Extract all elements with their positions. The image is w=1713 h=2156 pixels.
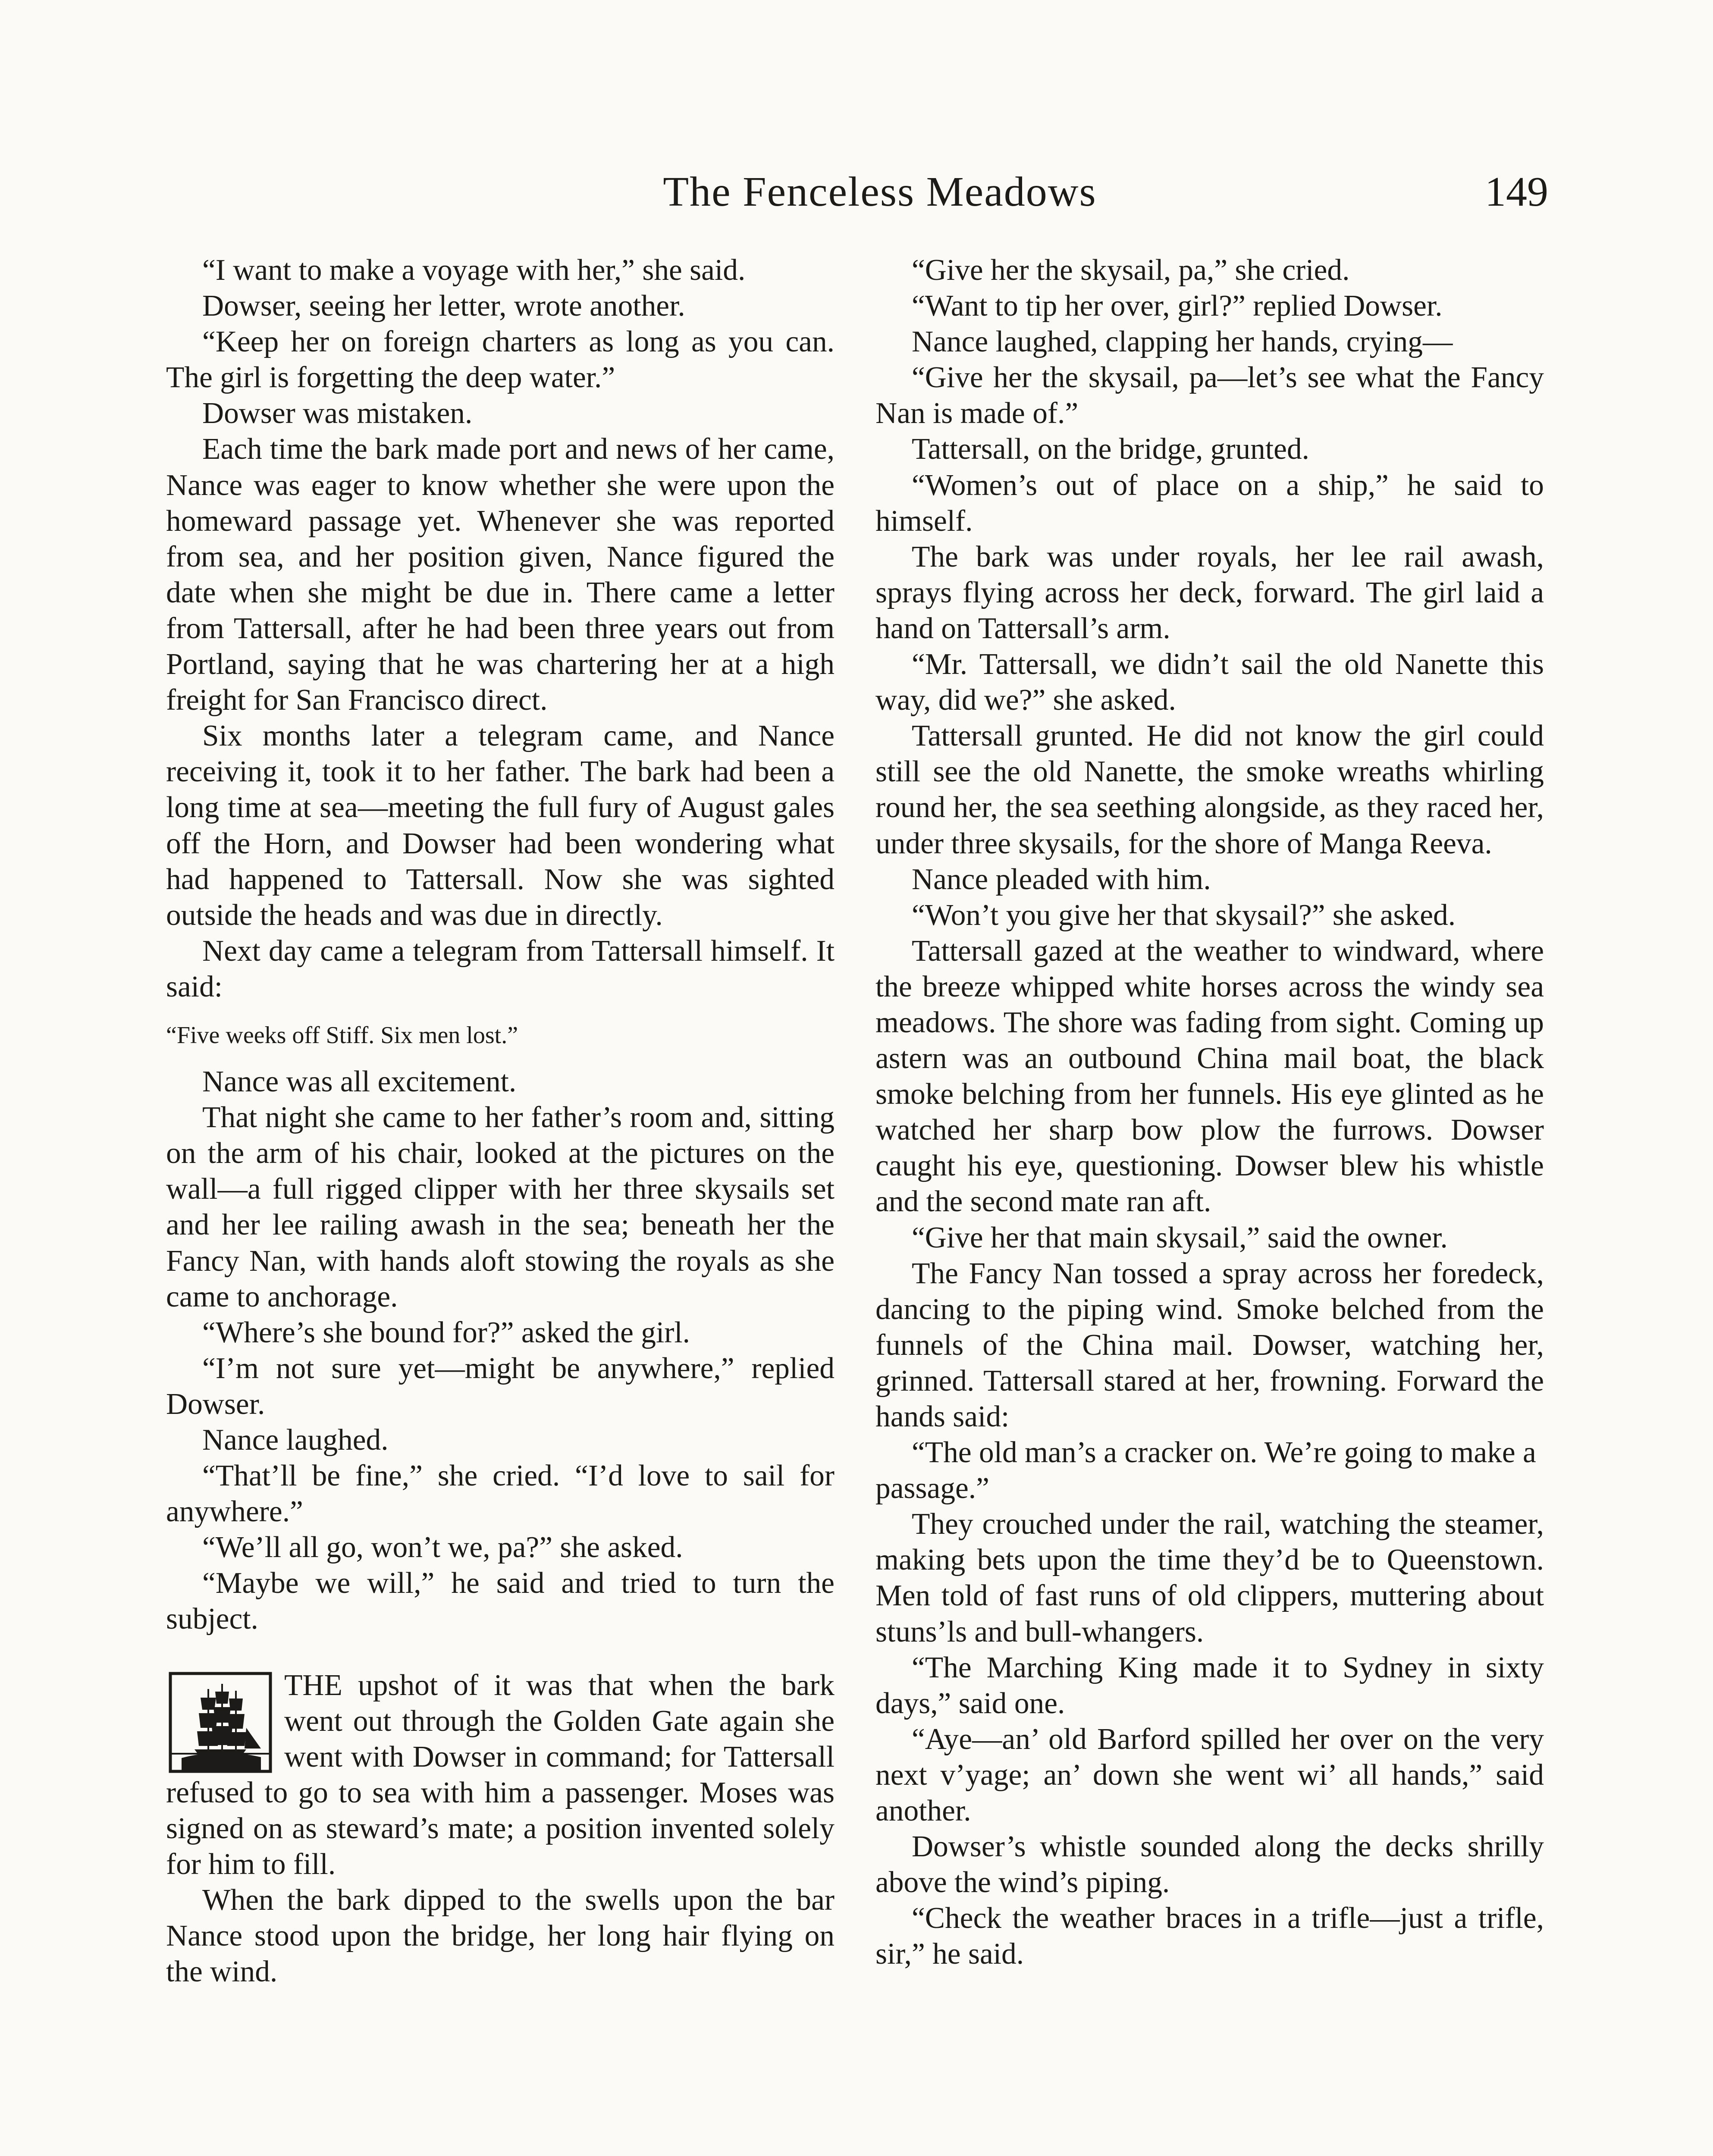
paragraph: “Where’s she bound for?” asked the girl. xyxy=(202,1316,690,1349)
paragraph: Next day came a telegram from Tattersall himself. It said: xyxy=(166,934,835,1003)
paragraph: Tattersall grunted. He did not know the girl could still see the old Nanette, the smoke wreaths whirling round her, the sea seething alongside, as they raced her, under three skysails, for the shore of Manga Reeva. xyxy=(875,719,1544,860)
paragraph: Dowser, seeing her letter, wrote another. xyxy=(202,289,685,323)
paragraph: “Want to tip her over, girl?” replied Dowser. xyxy=(912,289,1443,323)
paragraph: The Fancy Nan tossed a spray across her foredeck, dancing to the piping wind. Smoke belched from the funnels of the China mail. Dowser, watching her, grinned. Tattersall stared at her, frowning. Forward the hands said: xyxy=(875,1257,1544,1433)
running-title: The Fenceless Meadows xyxy=(663,169,1097,215)
paragraph: Six months later a telegram came, and Nance receiving it, took it to her father. The bark had been a long time at sea—meeting the full fury of August gales off the Horn, and Dowser had been wondering what had happened to Tattersall. Now she was sighted outside the heads and was due in directly. xyxy=(166,719,835,932)
paragraph: Nance pleaded with him. xyxy=(912,862,1211,896)
paragraph: Nance was all excitement. xyxy=(202,1065,517,1099)
paragraph: “Won’t you give her that skysail?” she asked. xyxy=(912,898,1456,932)
paragraph: Dowser’s whistle sounded along the decks shrilly above the wind’s piping. xyxy=(875,1830,1544,1899)
sailing-ship-icon xyxy=(169,1672,272,1773)
paragraph: “Give her the skysail, pa—let’s see what the Fancy Nan is made of.” xyxy=(875,361,1544,430)
paragraph: “That’ll be fine,” she cried. “I’d love to sail for anywhere.” xyxy=(166,1459,835,1529)
section-opening-paragraph: THE upshot of it was that when the bark went out through the Golden Gate again she went with Dowser in command; for Tattersall refused to go to sea with him a passenger. Moses was signed on as steward’s mate; a position invented solely for him to fill. xyxy=(166,1668,835,1881)
paragraph: “The old man’s a cracker on. We’re going to make a passage.” xyxy=(875,1436,1536,1505)
paragraph: “Aye—an’ old Barford spilled her over on the very next v’yage; an’ down she went wi’ all hands,” said another. xyxy=(875,1722,1544,1828)
left-column xyxy=(166,252,835,1990)
paragraph: The bark was under royals, her lee rail awash, sprays flying across her deck, forward. The girl laid a hand on Tattersall’s arm. xyxy=(875,540,1544,645)
paragraph: Dowser was mistaken. xyxy=(202,397,473,430)
paragraph: “Maybe we will,” he said and tried to turn the subject. xyxy=(166,1567,835,1636)
paragraph: Tattersall, on the bridge, grunted. xyxy=(912,432,1310,466)
paragraph: Nance laughed, clapping her hands, crying— xyxy=(912,325,1453,359)
paragraph: They crouched under the rail, watching the steamer, making bets upon the time they’d be to Queenstown. Men told of fast runs of old clippers, muttering about stuns’ls and bull-whangers. xyxy=(875,1507,1544,1648)
paragraph: “I want to make a voyage with her,” she said. xyxy=(202,254,746,287)
paragraph: “We’ll all go, won’t we, pa?” she asked. xyxy=(202,1531,683,1564)
right-column xyxy=(875,252,1544,1972)
paragraph: “Give her that main skysail,” said the owner. xyxy=(912,1221,1448,1254)
paragraph: “Give her the skysail, pa,” she cried. xyxy=(912,254,1350,287)
telegram-quote: “Five weeks off Stiff. Six men lost.” xyxy=(166,1022,518,1049)
paragraph: “Keep her on foreign charters as long as you can. The girl is forgetting the deep water.” xyxy=(166,325,835,395)
paragraph: “Mr. Tattersall, we didn’t sail the old Nanette this way, did we?” she asked. xyxy=(875,648,1544,717)
paragraph: “The Marching King made it to Sydney in sixty days,” said one. xyxy=(875,1651,1544,1720)
page-number: 149 xyxy=(1485,169,1548,215)
paragraph: That night she came to her father’s room and, sitting on the arm of his chair, looked at the pictures on the wall—a full rigged clipper with her three skysails set and her lee railing awash in the sea; beneath her the Fancy Nan, with hands aloft stowing the royals as she came to anchorage. xyxy=(166,1101,835,1313)
paragraph: “Women’s out of place on a ship,” he said to himself. xyxy=(875,468,1544,538)
paragraph: When the bark dipped to the swells upon the bar Nance stood upon the bridge, her long hair flying on the wind. xyxy=(166,1883,835,1989)
section-break xyxy=(166,1637,835,1667)
page-header xyxy=(0,164,1713,233)
paragraph: Nance laughed. xyxy=(202,1423,389,1457)
paragraph: “Check the weather braces in a trifle—just a trifle, sir,” he said. xyxy=(875,1902,1544,1971)
paragraph: “I’m not sure yet—might be anywhere,” replied Dowser. xyxy=(166,1351,835,1421)
paragraph: Each time the bark made port and news of her came, Nance was eager to know whether she were upon the homeward passage yet. Whenever she was reported from sea, and her position given, Nance figured the date when she might be due in. There came a letter from Tattersall, after he had been three years out from Portland, saying that he was chartering her at a high freight for San Francisco direct. xyxy=(166,432,835,717)
paragraph: Tattersall gazed at the weather to windward, where the breeze whipped white horses across the windy sea meadows. The shore was fading from sight. Coming up astern was an outbound China mail boat, the black smoke belching from her funnels. His eye glinted as he watched her sharp bow plow the furrows. Dowser caught his eye, questioning. Dowser blew his whistle and the second mate ran aft. xyxy=(875,934,1544,1219)
